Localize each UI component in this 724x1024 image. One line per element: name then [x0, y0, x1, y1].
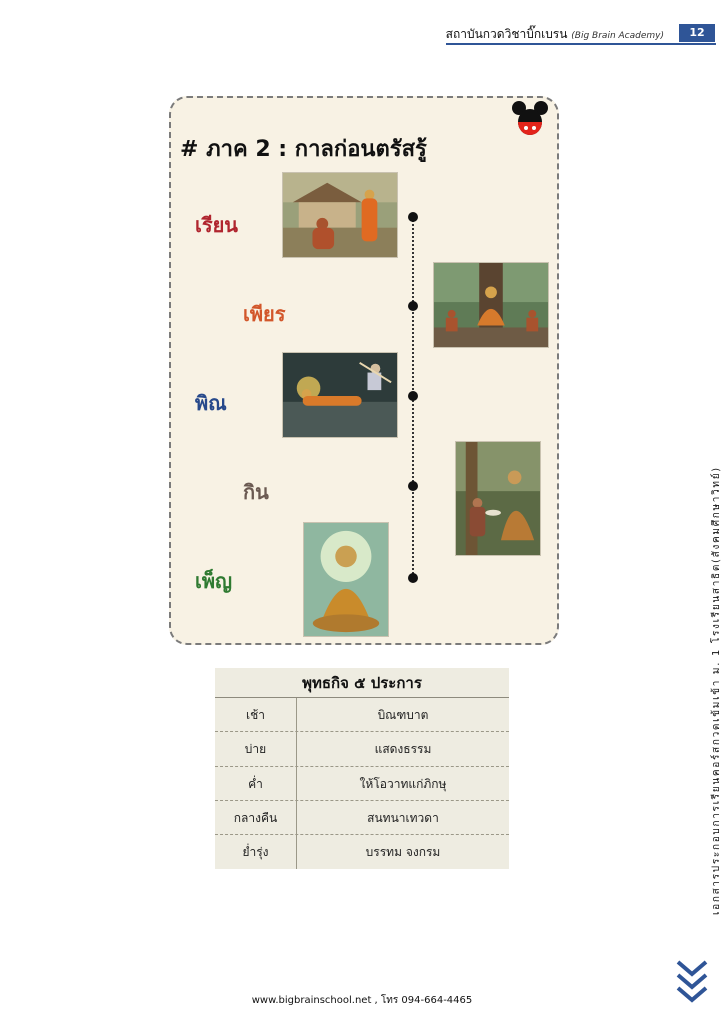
timeline-label: กิน — [243, 480, 269, 504]
chevron-down-icon — [675, 958, 709, 1006]
table-cell-time: กลางคืน — [215, 801, 297, 834]
header-rule — [446, 43, 716, 45]
duties-table — [215, 668, 509, 869]
side-caption — [695, 355, 722, 915]
header-title — [446, 25, 664, 44]
header-title-text: สถาบันกวดวิชาบิ๊กเบรน — [445, 27, 568, 41]
painting-offering-of-food — [455, 441, 541, 556]
table-cell-time: ค่ำ — [215, 767, 297, 800]
table-row — [215, 767, 509, 801]
timeline-label: เพ็ญ — [195, 569, 233, 593]
footer-contact: www.bigbrainschool.net , โทร 094-664-4465 — [251, 995, 473, 1006]
painting-teacher-scene — [282, 172, 398, 258]
table-cell-time: บ่าย — [215, 732, 297, 765]
table-cell-time: เช้า — [215, 698, 297, 731]
painting-buddha-meditating-forest — [433, 262, 549, 348]
timeline-dot — [408, 301, 418, 311]
table-row — [215, 698, 509, 732]
timeline-dot — [408, 212, 418, 222]
painting-reclining-figure-musician — [282, 352, 398, 438]
table-row — [215, 835, 509, 869]
table-cell-duty: บรรทม จงกรม — [365, 845, 441, 860]
painting-buddha-enlightened — [303, 522, 389, 637]
side-caption-text: เอกสารประกอบการเรียนคอร์สกวดเข้มเข้า ม. 1 โรงเรียนสาธิต(สังคมศึกษาวิทย์) — [711, 466, 722, 915]
table-cell-time: ย่ำรุ่ง — [215, 835, 297, 869]
table-row — [215, 732, 509, 766]
table-row — [215, 801, 509, 835]
table-cell-duty: ให้โอวาทแก่ภิกษุ — [359, 776, 447, 791]
table-title: พุทธกิจ ๕ ประการ — [215, 668, 509, 698]
timeline-label: เรียน — [195, 213, 238, 237]
section-title: # ภาค 2 : กาลก่อนตรัสรู้ — [180, 137, 427, 162]
mickey-icon — [511, 101, 549, 137]
table-cell-duty: บิณฑบาต — [377, 708, 429, 722]
timeline-dot — [408, 391, 418, 401]
timeline-dot — [408, 573, 418, 583]
timeline-label: เพียร — [243, 302, 286, 326]
header-subtitle: (Big Brain Academy) — [571, 31, 664, 41]
table-cell-duty: สนทนาเทวดา — [367, 810, 439, 825]
timeline-label: พิณ — [195, 391, 227, 415]
timeline-dot — [408, 481, 418, 491]
table-cell-duty: แสดงธรรม — [374, 742, 432, 757]
page-number: 12 — [679, 24, 715, 42]
